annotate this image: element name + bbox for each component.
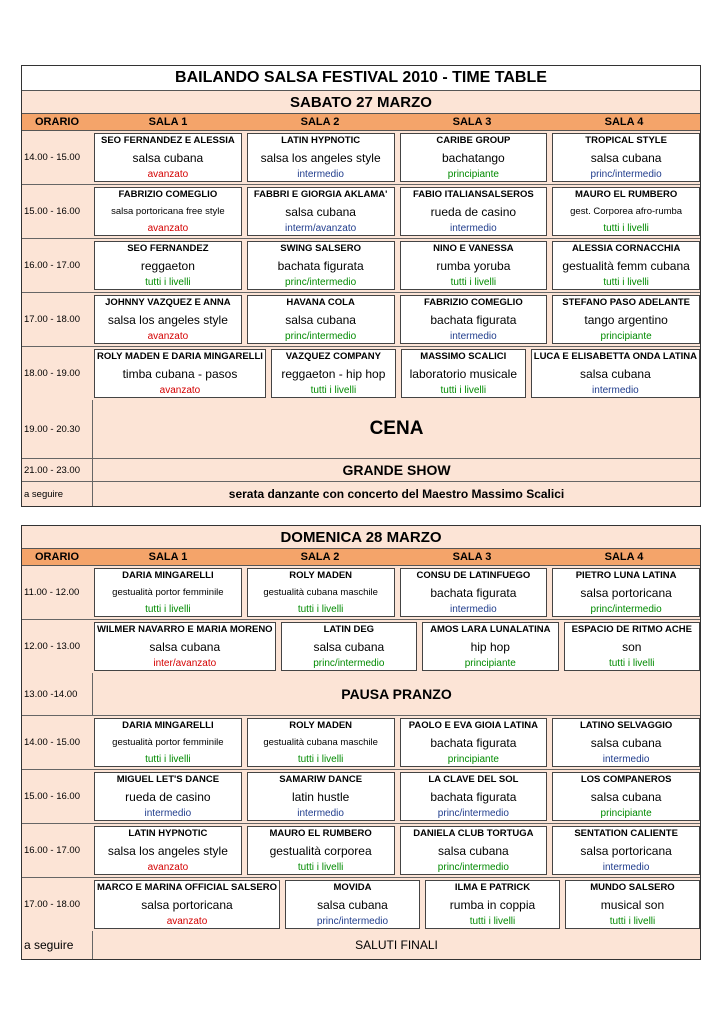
header-sala-3: SALA 3 bbox=[452, 551, 492, 563]
teacher-name: STEFANO PASO ADELANTE bbox=[562, 297, 690, 308]
teacher-name: FABIO ITALIANSALSEROS bbox=[413, 189, 534, 200]
dance-style: bachatango bbox=[442, 150, 505, 165]
level-label: princ/intermedio bbox=[313, 658, 385, 669]
level-label: intermedio bbox=[450, 331, 497, 342]
dinner-label: CENA bbox=[92, 400, 700, 458]
header-sala-2: SALA 2 bbox=[300, 116, 340, 128]
teacher-name: CARIBE GROUP bbox=[436, 135, 511, 146]
class-cell-sala-2 bbox=[247, 718, 395, 767]
level-label: intermedio bbox=[144, 808, 192, 819]
level-label: princ/intermedio bbox=[590, 169, 662, 180]
header-orario: ORARIO bbox=[35, 551, 79, 563]
level-label: interm/avanzato bbox=[285, 223, 357, 234]
class-cell-sala-2 bbox=[247, 295, 395, 344]
class-cell-sala-2 bbox=[247, 133, 395, 182]
slot-cells bbox=[92, 185, 700, 238]
header-sala-4: SALA 4 bbox=[604, 116, 644, 128]
time-slot-row bbox=[22, 770, 700, 824]
time-slot-row bbox=[22, 131, 700, 185]
dance-style: salsa cubana bbox=[580, 366, 651, 381]
teacher-name: LUCA E ELISABETTA ONDA LATINA bbox=[533, 351, 698, 362]
class-cell-sala-4 bbox=[564, 622, 700, 671]
level-label: tutti i livelli bbox=[297, 604, 344, 615]
level-label: tutti i livelli bbox=[297, 754, 344, 765]
dinner-row bbox=[22, 400, 700, 459]
teacher-name: LOS COMPANEROS bbox=[580, 774, 672, 785]
level-label: tutti i livelli bbox=[469, 916, 516, 927]
sunday-header-row bbox=[22, 549, 700, 566]
teacher-name: ALESSIA CORNACCHIA bbox=[571, 243, 681, 254]
teacher-name: DARIA MINGARELLI bbox=[122, 720, 214, 731]
teacher-name: SENTATION CALIENTE bbox=[574, 828, 678, 839]
level-label: intermedio bbox=[592, 385, 639, 396]
level-label: intermedio bbox=[450, 223, 497, 234]
time-slot-row bbox=[22, 620, 700, 673]
slot-cells bbox=[92, 293, 700, 346]
teacher-name: MUNDO SALSERO bbox=[590, 882, 675, 893]
level-label: avanzato bbox=[166, 916, 208, 927]
dance-style: musical son bbox=[600, 897, 665, 912]
dance-style: gestualità cubana maschile bbox=[263, 587, 378, 598]
class-cell-sala-3 bbox=[400, 133, 548, 182]
slot-time: 18.00 - 19.00 bbox=[24, 368, 80, 379]
teacher-name: SEO FERNANDEZ bbox=[127, 243, 209, 254]
class-cell-sala-2 bbox=[247, 568, 395, 617]
dance-style: bachata figurata bbox=[430, 735, 517, 750]
dance-style: gest. Corporea afro-rumba bbox=[570, 206, 683, 217]
teacher-name: VAZQUEZ COMPANY bbox=[285, 351, 381, 362]
dance-style: salsa los angeles style bbox=[107, 312, 228, 327]
teacher-name: DARIA MINGARELLI bbox=[122, 570, 214, 581]
teacher-name: FABRIZIO COMEGLIO bbox=[118, 189, 218, 200]
level-label: princ/intermedio bbox=[437, 862, 509, 873]
class-cell-sala-4 bbox=[531, 349, 700, 398]
class-cell-sala-3 bbox=[400, 568, 548, 617]
class-cell-sala-1 bbox=[94, 568, 242, 617]
slot-cells bbox=[92, 824, 700, 877]
dance-style: reggaeton bbox=[140, 258, 195, 273]
class-cell-sala-1 bbox=[94, 295, 242, 344]
slot-cells bbox=[92, 239, 700, 292]
slot-cells bbox=[92, 878, 700, 931]
level-label: tutti i livelli bbox=[297, 862, 344, 873]
show-label: GRANDE SHOW bbox=[92, 459, 700, 481]
teacher-name: LATINO SELVAGGIO bbox=[579, 720, 673, 731]
teacher-name: MASSIMO SCALICI bbox=[420, 351, 507, 362]
class-cell-sala-2 bbox=[271, 349, 396, 398]
teacher-name: SEO FERNANDEZ E ALESSIA bbox=[101, 135, 235, 146]
sunday-morning-slots bbox=[22, 566, 700, 673]
dance-style: timba cubana - pasos bbox=[122, 366, 238, 381]
sunday-afternoon-slots bbox=[22, 716, 700, 931]
dance-style: gestualità corporea bbox=[269, 843, 372, 858]
level-label: intermedio bbox=[450, 604, 497, 615]
class-cell-sala-2 bbox=[247, 241, 395, 290]
class-cell-sala-4 bbox=[552, 241, 700, 290]
dance-style: salsa cubana bbox=[590, 789, 662, 804]
level-label: princ/intermedio bbox=[285, 277, 357, 288]
slot-cells bbox=[92, 770, 700, 823]
level-label: inter/avanzato bbox=[153, 658, 217, 669]
level-label: avanzato bbox=[147, 862, 189, 873]
class-cell-sala-3 bbox=[425, 880, 560, 929]
dance-style: salsa cubana bbox=[590, 150, 662, 165]
level-label: principiante bbox=[600, 331, 652, 342]
class-cell-sala-1 bbox=[94, 133, 242, 182]
dance-style: hip hop bbox=[470, 639, 510, 654]
level-label: avanzato bbox=[147, 331, 189, 342]
class-cell-sala-1 bbox=[94, 718, 242, 767]
teacher-name: TROPICAL STYLE bbox=[585, 135, 667, 146]
level-label: tutti i livelli bbox=[145, 754, 191, 765]
slot-cells bbox=[92, 620, 700, 673]
lunch-row bbox=[22, 673, 700, 716]
teacher-name: MARCO E MARINA OFFICIAL SALSERO bbox=[97, 882, 277, 893]
teacher-name: ILMA E PATRICK bbox=[454, 882, 531, 893]
class-cell-sala-1 bbox=[94, 187, 242, 236]
class-cell-sala-1 bbox=[94, 772, 242, 821]
saturday-after-row bbox=[22, 482, 700, 506]
teacher-name: WILMER NAVARRO E MARIA MORENO bbox=[97, 624, 273, 635]
teacher-name: FABBRI E GIORGIA AKLAMA' bbox=[253, 189, 388, 200]
class-cell-sala-3 bbox=[400, 826, 548, 875]
level-label: tutti i livelli bbox=[145, 604, 191, 615]
time-slot-row bbox=[22, 293, 700, 347]
level-label: princ/intermedio bbox=[437, 808, 509, 819]
header-sala-4: SALA 4 bbox=[604, 551, 644, 563]
class-cell-sala-4 bbox=[552, 133, 700, 182]
level-label: principiante bbox=[447, 169, 499, 180]
saturday-after-text: serata danzante con concerto del Maestro Massimo Scalici bbox=[92, 482, 700, 506]
time-slot-row bbox=[22, 347, 700, 400]
sunday-table bbox=[21, 525, 701, 960]
level-label: principiante bbox=[447, 754, 499, 765]
teacher-name: LATIN HYPNOTIC bbox=[281, 135, 361, 146]
level-label: intermedio bbox=[602, 754, 650, 765]
class-cell-sala-2 bbox=[247, 187, 395, 236]
dance-style: salsa cubana bbox=[313, 639, 385, 654]
teacher-name: MAURO EL RUMBERO bbox=[575, 189, 678, 200]
dance-style: salsa cubana bbox=[438, 843, 509, 858]
class-cell-sala-3 bbox=[400, 241, 548, 290]
time-slot-row bbox=[22, 239, 700, 293]
class-cell-sala-2 bbox=[285, 880, 420, 929]
dance-style: salsa portoricana bbox=[580, 585, 672, 600]
teacher-name: FABRIZIO COMEGLIO bbox=[424, 297, 523, 308]
class-cell-sala-4 bbox=[552, 826, 700, 875]
time-slot-row bbox=[22, 716, 700, 770]
teacher-name: AMOS LARA LUNALATINA bbox=[430, 624, 551, 635]
class-cell-sala-4 bbox=[552, 187, 700, 236]
dance-style: salsa cubana bbox=[590, 735, 662, 750]
class-cell-sala-1 bbox=[94, 622, 276, 671]
dance-style: salsa los angeles style bbox=[260, 150, 381, 165]
level-label: tutti i livelli bbox=[603, 277, 649, 288]
level-label: tutti i livelli bbox=[609, 916, 656, 927]
class-cell-sala-3 bbox=[400, 295, 548, 344]
teacher-name: HAVANA COLA bbox=[286, 297, 355, 308]
dance-style: laboratorio musicale bbox=[409, 366, 517, 381]
level-label: tutti i livelli bbox=[450, 277, 497, 288]
dance-style: bachata figurata bbox=[430, 312, 517, 327]
level-label: avanzato bbox=[147, 169, 189, 180]
class-cell-sala-4 bbox=[565, 880, 700, 929]
class-cell-sala-2 bbox=[247, 772, 395, 821]
time-slot-row bbox=[22, 878, 700, 931]
dance-style: salsa portoricana free style bbox=[111, 206, 225, 217]
teacher-name: MAURO EL RUMBERO bbox=[269, 828, 372, 839]
teacher-name: ROLY MADEN E DARIA MINGARELLI bbox=[97, 351, 263, 362]
dance-style: gestualità femm cubana bbox=[562, 258, 690, 273]
dance-style: rumba in coppia bbox=[449, 897, 536, 912]
class-cell-sala-4 bbox=[552, 568, 700, 617]
lunch-label: PAUSA PRANZO bbox=[92, 673, 700, 715]
teacher-name: LATIN HYPNOTIC bbox=[128, 828, 208, 839]
saturday-day-title: SABATO 27 MARZO bbox=[22, 91, 700, 114]
timetable-page bbox=[21, 65, 701, 960]
dance-style: gestualità portor femminile bbox=[112, 587, 224, 598]
dance-style: salsa cubana bbox=[285, 312, 356, 327]
teacher-name: DANIELA CLUB TORTUGA bbox=[413, 828, 534, 839]
level-label: tutti i livelli bbox=[603, 223, 649, 234]
level-label: intermedio bbox=[297, 169, 344, 180]
sunday-day-title: DOMENICA 28 MARZO bbox=[22, 526, 700, 549]
slot-cells bbox=[92, 347, 700, 400]
dance-style: latin hustle bbox=[291, 789, 350, 804]
class-cell-sala-4 bbox=[552, 772, 700, 821]
class-cell-sala-3 bbox=[400, 718, 548, 767]
level-label: princ/intermedio bbox=[316, 916, 389, 927]
level-label: tutti i livelli bbox=[145, 277, 191, 288]
teacher-name: JOHNNY VAZQUEZ E ANNA bbox=[105, 297, 231, 308]
slot-time: 17.00 - 18.00 bbox=[24, 899, 80, 910]
header-orario: ORARIO bbox=[35, 116, 79, 128]
slot-time: 14.00 - 15.00 bbox=[24, 737, 80, 748]
class-cell-sala-1 bbox=[94, 241, 242, 290]
level-label: intermedio bbox=[602, 862, 650, 873]
dance-style: gestualità cubana maschile bbox=[263, 737, 378, 748]
class-cell-sala-4 bbox=[552, 718, 700, 767]
level-label: principiante bbox=[464, 658, 516, 669]
saturday-table bbox=[21, 65, 701, 507]
level-label: avanzato bbox=[147, 223, 189, 234]
slot-time: 15.00 - 16.00 bbox=[24, 206, 80, 217]
dance-style: salsa portoricana bbox=[141, 897, 233, 912]
show-row bbox=[22, 459, 700, 482]
slot-time: 16.00 - 17.00 bbox=[24, 260, 80, 271]
dance-style: reggaeton - hip hop bbox=[281, 366, 386, 381]
class-cell-sala-1 bbox=[94, 349, 266, 398]
level-label: avanzato bbox=[159, 385, 201, 396]
dance-style: rueda de casino bbox=[430, 204, 517, 219]
sunday-after-label: a seguire bbox=[24, 938, 74, 952]
header-sala-1: SALA 1 bbox=[148, 551, 188, 563]
teacher-name: LA CLAVE DEL SOL bbox=[428, 774, 519, 785]
slot-time: 17.00 - 18.00 bbox=[24, 314, 80, 325]
festival-title: BAILANDO SALSA FESTIVAL 2010 - TIME TABLE bbox=[22, 66, 700, 91]
dance-style: bachata figurata bbox=[277, 258, 364, 273]
teacher-name: PAOLO E EVA GIOIA LATINA bbox=[408, 720, 538, 731]
saturday-after-label: a seguire bbox=[24, 488, 64, 500]
slot-time: 14.00 - 15.00 bbox=[24, 152, 80, 163]
teacher-name: PIETRO LUNA LATINA bbox=[575, 570, 677, 581]
sunday-after-row bbox=[22, 931, 700, 959]
dance-style: tango argentino bbox=[584, 312, 668, 327]
teacher-name: SAMARIW DANCE bbox=[279, 774, 363, 785]
level-label: princ/intermedio bbox=[590, 604, 662, 615]
teacher-name: NINO E VANESSA bbox=[433, 243, 514, 254]
sunday-after-text: SALUTI FINALI bbox=[92, 931, 700, 959]
time-slot-row bbox=[22, 185, 700, 239]
dance-style: son bbox=[622, 639, 642, 654]
slot-cells bbox=[92, 131, 700, 184]
saturday-header-row bbox=[22, 114, 700, 131]
slot-time: 12.00 - 13.00 bbox=[24, 641, 80, 652]
class-cell-sala-1 bbox=[94, 880, 280, 929]
level-label: intermedio bbox=[297, 808, 344, 819]
level-label: tutti i livelli bbox=[608, 658, 655, 669]
class-cell-sala-3 bbox=[422, 622, 558, 671]
class-cell-sala-1 bbox=[94, 826, 242, 875]
saturday-slots bbox=[22, 131, 700, 400]
slot-time: 16.00 - 17.00 bbox=[24, 845, 80, 856]
teacher-name: ESPACIO DE RITMO ACHE bbox=[571, 624, 692, 635]
dance-style: salsa cubana bbox=[285, 204, 356, 219]
show-time: 21.00 - 23.00 bbox=[24, 464, 80, 476]
level-label: princ/intermedio bbox=[285, 331, 357, 342]
header-sala-3: SALA 3 bbox=[452, 116, 492, 128]
dance-style: bachata figurata bbox=[430, 585, 517, 600]
teacher-name: CONSU DE LATINFUEGO bbox=[416, 570, 531, 581]
slot-time: 11.00 - 12.00 bbox=[24, 587, 80, 598]
level-label: principiante bbox=[600, 808, 652, 819]
class-cell-sala-3 bbox=[400, 187, 548, 236]
dance-style: salsa cubana bbox=[132, 150, 204, 165]
slot-time: 15.00 - 16.00 bbox=[24, 791, 80, 802]
dance-style: salsa cubana bbox=[149, 639, 221, 654]
class-cell-sala-2 bbox=[281, 622, 417, 671]
time-slot-row bbox=[22, 824, 700, 878]
teacher-name: ROLY MADEN bbox=[289, 720, 353, 731]
dance-style: salsa portoricana bbox=[580, 843, 672, 858]
dinner-time: 19.00 - 20.30 bbox=[24, 423, 80, 435]
teacher-name: MIGUEL LET'S DANCE bbox=[116, 774, 220, 785]
dance-style: salsa cubana bbox=[317, 897, 388, 912]
dance-style: bachata figurata bbox=[430, 789, 517, 804]
teacher-name: MOVIDA bbox=[333, 882, 372, 893]
dance-style: rueda de casino bbox=[125, 789, 211, 804]
teacher-name: SWING SALSERO bbox=[280, 243, 361, 254]
class-cell-sala-3 bbox=[400, 772, 548, 821]
slot-cells bbox=[92, 716, 700, 769]
teacher-name: ROLY MADEN bbox=[289, 570, 353, 581]
header-sala-2: SALA 2 bbox=[300, 551, 340, 563]
dance-style: rumba yoruba bbox=[436, 258, 511, 273]
class-cell-sala-4 bbox=[552, 295, 700, 344]
class-cell-sala-3 bbox=[401, 349, 526, 398]
time-slot-row bbox=[22, 566, 700, 620]
level-label: tutti i livelli bbox=[310, 385, 357, 396]
lunch-time: 13.00 -14.00 bbox=[24, 688, 78, 700]
level-label: tutti i livelli bbox=[440, 385, 487, 396]
teacher-name: LATIN DEG bbox=[323, 624, 375, 635]
class-cell-sala-2 bbox=[247, 826, 395, 875]
slot-cells bbox=[92, 566, 700, 619]
dance-style: gestualità portor femminile bbox=[112, 737, 224, 748]
dance-style: salsa los angeles style bbox=[107, 843, 228, 858]
header-sala-1: SALA 1 bbox=[148, 116, 188, 128]
